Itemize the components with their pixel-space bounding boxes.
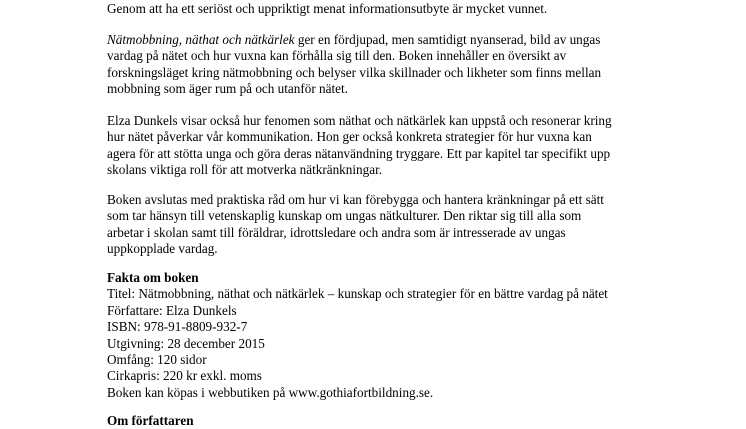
about-author-section xyxy=(107,413,194,429)
conclusion-paragraph xyxy=(107,192,604,258)
facts-pages: Omfång: 120 sidor xyxy=(107,352,207,368)
conclusion-line-3: arbetar i skolan samt till föräldrar, idrottsledare och andra som är intresserade av ungas xyxy=(107,224,566,240)
conclusion-line-4: uppkopplade vardag. xyxy=(107,241,218,257)
description-line-1 xyxy=(107,32,601,48)
intro-paragraph xyxy=(107,1,547,17)
facts-heading: Fakta om boken xyxy=(107,270,199,285)
author-content-line-1: Elza Dunkels visar också hur fenomen som näthat och nätkärlek kan uppstå och resonerar kring xyxy=(107,113,612,128)
intro-line: Genom att ha ett seriöst och uppriktigt menat informationsutbyte är mycket vunnet. xyxy=(107,1,548,16)
facts-published: Utgivning: 28 december 2015 xyxy=(107,335,265,351)
author-content-paragraph xyxy=(107,113,612,179)
facts-section xyxy=(107,270,608,401)
description-line-3: forskningsläget kring nätmobbning och belyser vilka skillnader och likheter som finns mellan xyxy=(107,64,602,80)
description-line-1-rest: ger en fördjupad, men samtidigt nyanserad, bild av ungas xyxy=(294,32,601,47)
facts-author: Författare: Elza Dunkels xyxy=(107,302,237,318)
book-description-paragraph xyxy=(107,32,601,98)
author-content-line-4: skolans viktiga roll för att motverka nätkränkningar. xyxy=(107,162,383,178)
facts-title: Titel: Nätmobbning, näthat och nätkärlek – kunskap och strategier för en bättre vardag på nätet xyxy=(107,286,608,302)
description-line-4: mobbning som äger rum på och utanför nätet. xyxy=(107,81,348,97)
author-content-line-3: agera för att stötta unga och göra deras nätanvändning tryggare. Ett par kapitel tar specifikt upp xyxy=(107,145,611,161)
conclusion-line-1: Boken avslutas med praktiska råd om hur vi kan förebygga och hantera kränkningar på ett sätt xyxy=(107,192,604,207)
book-title-italic: Nätmobbning, näthat och nätkärlek xyxy=(107,32,295,47)
author-content-line-2: hur nätet påverkar vår kommunikation. Hon ger också konkreta strategier för hur vuxna kan xyxy=(107,129,592,145)
conclusion-line-2: som tar hänsyn till vetenskaplig kunskap om ungas nätkulturer. Den riktar sig till alla som xyxy=(107,208,582,224)
about-author-heading: Om författaren xyxy=(107,413,194,428)
description-line-2: vardag på nätet och hur vuxna kan förhålla sig till den. Boken innehåller en översikt av xyxy=(107,48,567,64)
facts-isbn: ISBN: 978-91-8809-932-7 xyxy=(107,319,248,335)
facts-price: Cirkapris: 220 kr exkl. moms xyxy=(107,368,262,384)
facts-purchase: Boken kan köpas i webbutiken på www.gothiafortbildning.se. xyxy=(107,384,434,400)
